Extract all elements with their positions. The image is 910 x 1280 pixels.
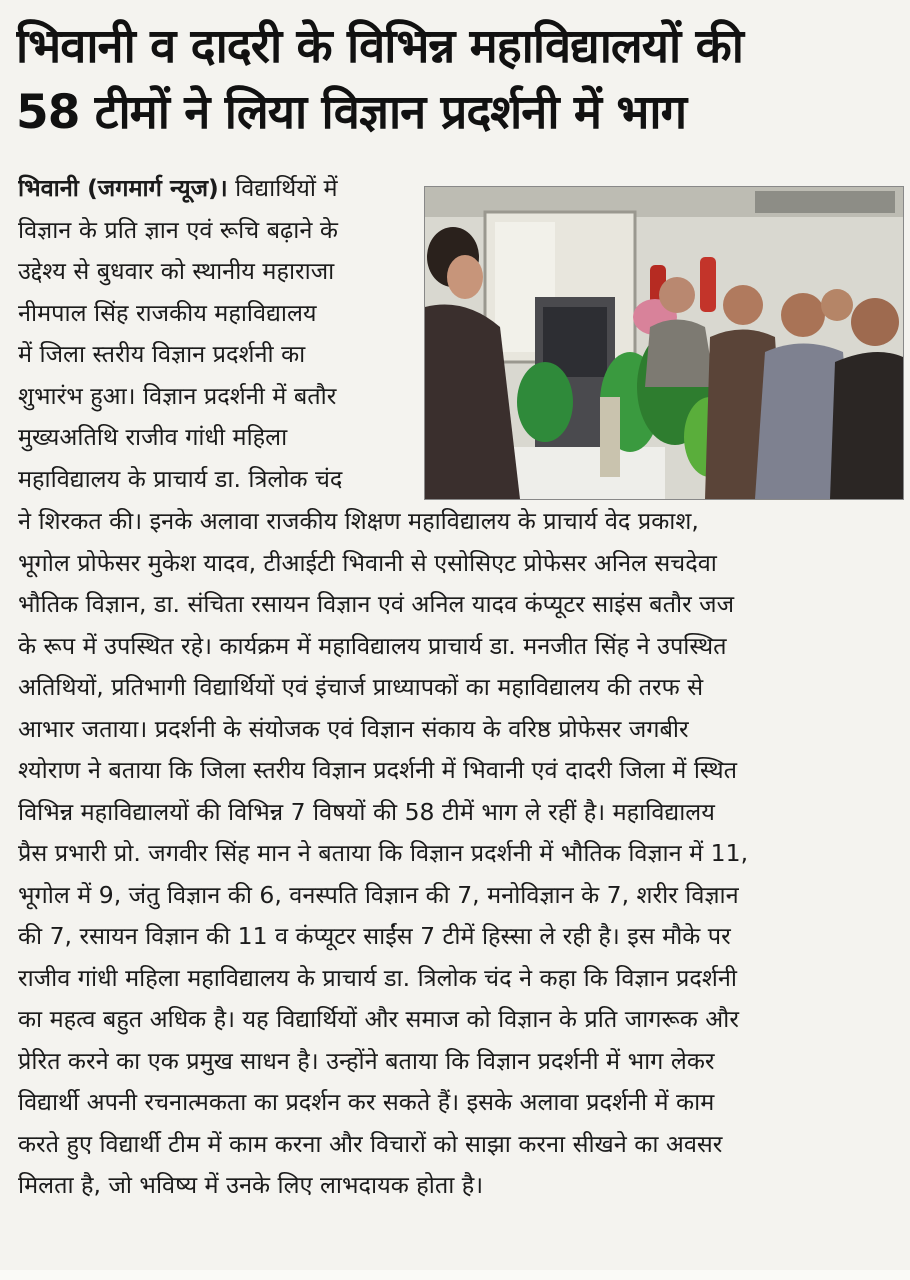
body-line: भूगोल प्रोफेसर मुकेश यादव, टीआईटी भिवानी से एसोसिएट प्रोफेसर अनिल सचदेवा — [18, 548, 717, 577]
body-line: विभिन्न महाविद्यालयों की विभिन्न 7 विषयों की 58 टीमें भाग ले रहीं है। महाविद्यालय — [18, 797, 715, 826]
body-line: अतिथियों, प्रतिभागी विद्यार्थियों एवं इंचार्ज प्राध्यापकों का महाविद्यालय की तरफ से — [18, 673, 704, 701]
body-line: विद्यार्थी अपनी रचनात्मकता का प्रदर्शन कर सकते हैं। इसके अलावा प्रदर्शनी में काम — [18, 1088, 715, 1116]
lead-line-1 — [18, 168, 416, 210]
article-body — [18, 501, 896, 1207]
dateline: भिवानी (जगमार्ग न्यूज)। — [18, 174, 228, 202]
news-photo — [424, 186, 904, 500]
lead-line-1-text: विद्यार्थियों में — [227, 174, 338, 202]
body-line: की 7, रसायन विज्ञान की 11 व कंप्यूटर साईंस 7 टीमें हिस्सा ले रही है। इस मौके पर — [18, 922, 731, 950]
body-line: मिलता है, जो भविष्य में उनके लिए लाभदायक होता है। — [18, 1171, 484, 1199]
body-line: आभार जताया। प्रदर्शनी के संयोजक एवं विज्ञान संकाय के वरिष्ठ प्रोफेसर जगबीर — [18, 714, 689, 743]
lead-line-3: उद्देश्य से बुधवार को स्थानीय महाराजा — [18, 257, 335, 285]
body-line: के रूप में उपस्थित रहे। कार्यक्रम में महाविद्यालय प्राचार्य डा. मनजीत सिंह ने उपस्थित — [18, 631, 727, 660]
headline-line-2: 58 टीमों ने लिया विज्ञान प्रदर्शनी में भाग — [16, 85, 687, 140]
headline — [16, 14, 896, 146]
lead-line-8: महाविद्यालय के प्राचार्य डा. त्रिलोक चंद — [18, 464, 343, 493]
lead-line-2: विज्ञान के प्रति ज्ञान एवं रूचि बढ़ाने के — [18, 215, 338, 244]
lead-line-4: नीमपाल सिंह राजकीय महाविद्यालय — [18, 298, 317, 327]
exhibition-photo-illustration — [425, 187, 903, 499]
body-line: करते हुए विद्यार्थी टीम में काम करना और विचारों को साझा करना सीखने का अवसर — [18, 1129, 723, 1158]
body-line: श्योराण ने बताया कि जिला स्तरीय विज्ञान प्रदर्शनी में भिवानी एवं दादरी जिला में स्थित — [18, 756, 737, 784]
body-line: भूगोल में 9, जंतु विज्ञान की 6, वनस्पति विज्ञान की 7, मनोविज्ञान के 7, शरीर विज्ञान — [18, 880, 739, 909]
body-line: प्रैस प्रभारी प्रो. जगवीर सिंह मान ने बताया कि विज्ञान प्रदर्शनी में भौतिक विज्ञान में 11, — [18, 839, 749, 867]
page-bottom-edge — [0, 1270, 910, 1280]
lead-line-6: शुभारंभ हुआ। विज्ञान प्रदर्शनी में बतौर — [18, 381, 337, 410]
article-lead — [18, 168, 416, 500]
lead-line-5: में जिला स्तरीय विज्ञान प्रदर्शनी का — [18, 340, 306, 368]
headline-line-1: भिवानी व दादरी के विभिन्न महाविद्यालयों की — [16, 19, 743, 74]
body-line: राजीव गांधी महिला महाविद्यालय के प्राचार्य डा. त्रिलोक चंद ने कहा कि विज्ञान प्रदर्शनी — [18, 963, 738, 992]
body-line: भौतिक विज्ञान, डा. संचिता रसायन विज्ञान एवं अनिल यादव कंप्यूटर साइंस बतौर जज — [18, 590, 735, 618]
body-line: का महत्व बहुत अधिक है। यह विद्यार्थियों और समाज को विज्ञान के प्रति जागरूक और — [18, 1005, 739, 1033]
lead-line-7: मुख्यअतिथि राजीव गांधी महिला — [18, 423, 288, 451]
body-line: ने शिरकत की। इनके अलावा राजकीय शिक्षण महाविद्यालय के प्राचार्य वेद प्रकाश, — [18, 507, 699, 535]
body-line: प्रेरित करने का एक प्रमुख साधन है। उन्होंने बताया कि विज्ञान प्रदर्शनी में भाग लेकर — [18, 1046, 715, 1075]
